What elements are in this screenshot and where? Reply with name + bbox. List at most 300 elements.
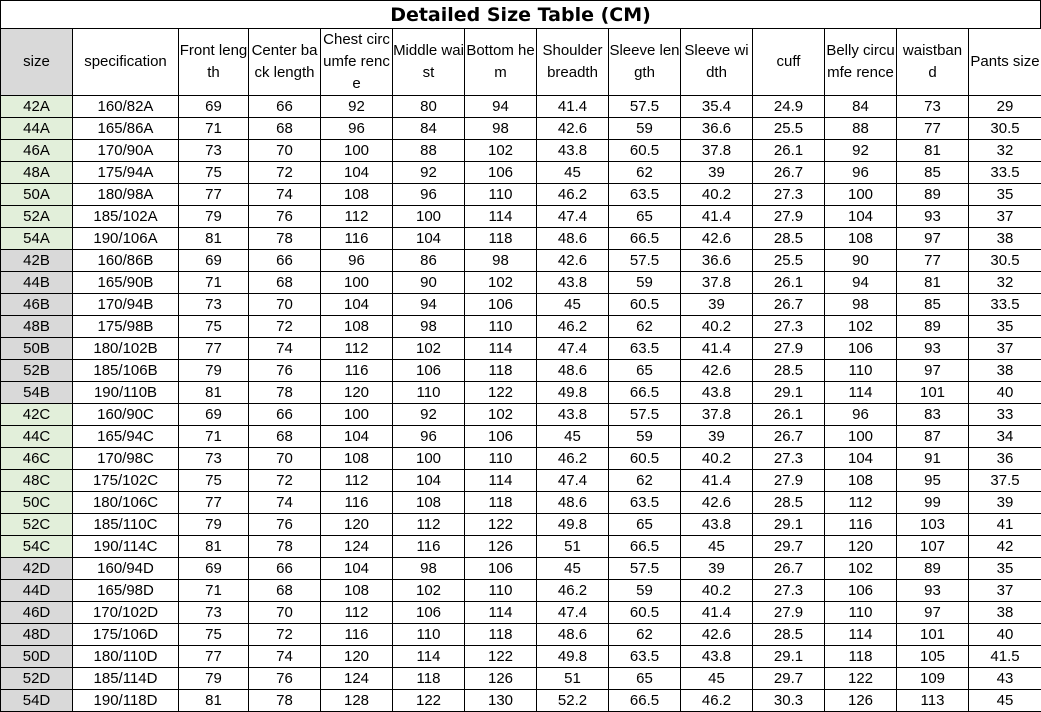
table-cell: 94 — [393, 294, 465, 316]
table-cell: 29 — [969, 96, 1041, 118]
table-cell: 43.8 — [537, 404, 609, 426]
table-cell: 68 — [249, 272, 321, 294]
table-cell: 46.2 — [537, 184, 609, 206]
table-cell: 170/102D — [73, 602, 179, 624]
table-cell: 118 — [825, 646, 897, 668]
table-cell: 33.5 — [969, 162, 1041, 184]
table-cell: 120 — [321, 646, 393, 668]
table-row — [1, 624, 1041, 646]
table-cell: 38 — [969, 360, 1041, 382]
table-cell: 46.2 — [681, 690, 753, 712]
table-cell: 49.8 — [537, 646, 609, 668]
table-cell: 106 — [825, 580, 897, 602]
table-cell: 94 — [465, 96, 537, 118]
table-cell: 76 — [249, 668, 321, 690]
table-cell: 106 — [465, 162, 537, 184]
table-cell: 36 — [969, 448, 1041, 470]
table-cell: 28.5 — [753, 360, 825, 382]
table-cell: 97 — [897, 360, 969, 382]
table-cell: 96 — [393, 426, 465, 448]
table-cell: 114 — [825, 382, 897, 404]
size-cell: 46B — [1, 294, 73, 316]
table-cell: 96 — [321, 118, 393, 140]
table-cell: 87 — [897, 426, 969, 448]
table-cell: 49.8 — [537, 382, 609, 404]
table-cell: 96 — [321, 250, 393, 272]
column-header: Front length — [179, 29, 249, 96]
table-cell: 35 — [969, 558, 1041, 580]
column-header: Bottom hem — [465, 29, 537, 96]
table-cell: 26.7 — [753, 294, 825, 316]
table-cell: 26.7 — [753, 558, 825, 580]
table-cell: 79 — [179, 668, 249, 690]
table-cell: 62 — [609, 316, 681, 338]
table-row — [1, 448, 1041, 470]
table-body — [1, 96, 1041, 712]
table-cell: 185/106B — [73, 360, 179, 382]
table-cell: 75 — [179, 624, 249, 646]
table-cell: 73 — [179, 602, 249, 624]
table-cell: 101 — [897, 382, 969, 404]
table-cell: 106 — [393, 360, 465, 382]
table-cell: 81 — [179, 536, 249, 558]
table-cell: 89 — [897, 316, 969, 338]
table-row — [1, 382, 1041, 404]
size-cell: 42C — [1, 404, 73, 426]
table-cell: 108 — [321, 184, 393, 206]
table-cell: 175/102C — [73, 470, 179, 492]
table-cell: 46.2 — [537, 316, 609, 338]
table-cell: 124 — [321, 668, 393, 690]
table-cell: 120 — [321, 514, 393, 536]
table-cell: 93 — [897, 580, 969, 602]
table-cell: 26.1 — [753, 140, 825, 162]
table-cell: 104 — [321, 162, 393, 184]
table-cell: 93 — [897, 338, 969, 360]
table-cell: 41.4 — [681, 206, 753, 228]
size-cell: 50D — [1, 646, 73, 668]
table-cell: 66 — [249, 404, 321, 426]
table-cell: 30.5 — [969, 118, 1041, 140]
table-cell: 104 — [825, 206, 897, 228]
table-cell: 41.4 — [681, 602, 753, 624]
table-cell: 89 — [897, 184, 969, 206]
table-cell: 60.5 — [609, 294, 681, 316]
table-cell: 81 — [897, 140, 969, 162]
table-cell: 108 — [825, 470, 897, 492]
table-cell: 114 — [825, 624, 897, 646]
table-row — [1, 492, 1041, 514]
table-cell: 57.5 — [609, 404, 681, 426]
table-cell: 100 — [321, 404, 393, 426]
table-cell: 27.3 — [753, 316, 825, 338]
table-cell: 78 — [249, 690, 321, 712]
table-cell: 39 — [681, 294, 753, 316]
table-cell: 112 — [321, 470, 393, 492]
table-cell: 42.6 — [537, 250, 609, 272]
table-cell: 98 — [465, 118, 537, 140]
table-cell: 116 — [393, 536, 465, 558]
table-cell: 77 — [179, 184, 249, 206]
table-cell: 71 — [179, 272, 249, 294]
table-cell: 122 — [465, 382, 537, 404]
size-table — [0, 28, 1041, 712]
table-cell: 45 — [537, 162, 609, 184]
table-cell: 97 — [897, 602, 969, 624]
table-cell: 98 — [465, 250, 537, 272]
table-cell: 98 — [393, 558, 465, 580]
table-cell: 27.9 — [753, 206, 825, 228]
size-cell: 54C — [1, 536, 73, 558]
table-cell: 36.6 — [681, 118, 753, 140]
table-cell: 42.6 — [537, 118, 609, 140]
table-cell: 86 — [393, 250, 465, 272]
table-cell: 165/86A — [73, 118, 179, 140]
size-cell: 42B — [1, 250, 73, 272]
table-cell: 36.6 — [681, 250, 753, 272]
table-cell: 93 — [897, 206, 969, 228]
table-cell: 116 — [321, 228, 393, 250]
table-cell: 38 — [969, 602, 1041, 624]
table-row — [1, 294, 1041, 316]
table-cell: 128 — [321, 690, 393, 712]
size-cell: 42D — [1, 558, 73, 580]
table-row — [1, 140, 1041, 162]
table-cell: 72 — [249, 316, 321, 338]
table-cell: 120 — [321, 382, 393, 404]
table-cell: 110 — [825, 360, 897, 382]
table-cell: 29.1 — [753, 514, 825, 536]
table-cell: 29.1 — [753, 646, 825, 668]
size-cell: 50A — [1, 184, 73, 206]
table-cell: 65 — [609, 206, 681, 228]
table-cell: 95 — [897, 470, 969, 492]
table-cell: 37 — [969, 206, 1041, 228]
table-cell: 79 — [179, 514, 249, 536]
table-row — [1, 602, 1041, 624]
table-cell: 109 — [897, 668, 969, 690]
table-cell: 113 — [897, 690, 969, 712]
table-cell: 73 — [179, 294, 249, 316]
table-cell: 41.4 — [681, 470, 753, 492]
table-row — [1, 514, 1041, 536]
table-cell: 42.6 — [681, 624, 753, 646]
table-cell: 106 — [825, 338, 897, 360]
table-cell: 100 — [321, 272, 393, 294]
table-cell: 52.2 — [537, 690, 609, 712]
table-cell: 165/98D — [73, 580, 179, 602]
column-header: Belly circumfe rence — [825, 29, 897, 96]
table-cell: 75 — [179, 470, 249, 492]
table-cell: 69 — [179, 404, 249, 426]
table-cell: 37.8 — [681, 404, 753, 426]
table-cell: 170/94B — [73, 294, 179, 316]
table-cell: 90 — [393, 272, 465, 294]
table-cell: 68 — [249, 118, 321, 140]
table-cell: 69 — [179, 250, 249, 272]
size-cell: 52A — [1, 206, 73, 228]
table-cell: 47.4 — [537, 338, 609, 360]
table-cell: 114 — [465, 206, 537, 228]
table-cell: 108 — [321, 448, 393, 470]
table-cell: 45 — [537, 558, 609, 580]
table-cell: 43 — [969, 668, 1041, 690]
table-cell: 76 — [249, 514, 321, 536]
table-cell: 89 — [897, 558, 969, 580]
table-cell: 101 — [897, 624, 969, 646]
table-cell: 114 — [465, 470, 537, 492]
table-cell: 43.8 — [681, 382, 753, 404]
table-cell: 35 — [969, 316, 1041, 338]
table-cell: 180/106C — [73, 492, 179, 514]
table-cell: 74 — [249, 338, 321, 360]
column-header: Sleeve width — [681, 29, 753, 96]
table-header — [1, 29, 1041, 96]
table-cell: 104 — [393, 470, 465, 492]
size-cell: 54D — [1, 690, 73, 712]
table-cell: 32 — [969, 140, 1041, 162]
table-cell: 27.3 — [753, 448, 825, 470]
table-cell: 85 — [897, 162, 969, 184]
table-cell: 65 — [609, 668, 681, 690]
table-row — [1, 250, 1041, 272]
table-cell: 30.3 — [753, 690, 825, 712]
table-cell: 66.5 — [609, 536, 681, 558]
table-cell: 78 — [249, 228, 321, 250]
table-cell: 104 — [393, 228, 465, 250]
table-cell: 70 — [249, 294, 321, 316]
table-cell: 28.5 — [753, 624, 825, 646]
table-cell: 90 — [825, 250, 897, 272]
table-cell: 116 — [321, 360, 393, 382]
column-header: Center back length — [249, 29, 321, 96]
table-cell: 75 — [179, 162, 249, 184]
table-cell: 66 — [249, 250, 321, 272]
table-cell: 47.4 — [537, 206, 609, 228]
table-cell: 57.5 — [609, 250, 681, 272]
table-cell: 37.5 — [969, 470, 1041, 492]
table-cell: 76 — [249, 360, 321, 382]
table-cell: 35 — [969, 184, 1041, 206]
table-row — [1, 228, 1041, 250]
table-cell: 66.5 — [609, 228, 681, 250]
size-cell: 46C — [1, 448, 73, 470]
table-cell: 83 — [897, 404, 969, 426]
table-cell: 84 — [393, 118, 465, 140]
table-row — [1, 580, 1041, 602]
table-cell: 106 — [465, 426, 537, 448]
table-cell: 63.5 — [609, 338, 681, 360]
size-cell: 52C — [1, 514, 73, 536]
table-row — [1, 118, 1041, 140]
table-cell: 107 — [897, 536, 969, 558]
table-cell: 26.7 — [753, 426, 825, 448]
table-cell: 65 — [609, 514, 681, 536]
table-cell: 114 — [465, 338, 537, 360]
table-cell: 32 — [969, 272, 1041, 294]
table-cell: 43.8 — [537, 140, 609, 162]
table-cell: 81 — [179, 690, 249, 712]
table-cell: 105 — [897, 646, 969, 668]
table-cell: 70 — [249, 140, 321, 162]
table-cell: 108 — [393, 492, 465, 514]
table-cell: 98 — [825, 294, 897, 316]
size-cell: 46A — [1, 140, 73, 162]
table-cell: 100 — [825, 184, 897, 206]
size-cell: 42A — [1, 96, 73, 118]
table-cell: 60.5 — [609, 140, 681, 162]
table-cell: 126 — [465, 668, 537, 690]
table-cell: 110 — [825, 602, 897, 624]
table-cell: 79 — [179, 360, 249, 382]
table-cell: 185/110C — [73, 514, 179, 536]
table-cell: 85 — [897, 294, 969, 316]
table-cell: 118 — [465, 228, 537, 250]
table-cell: 92 — [393, 404, 465, 426]
table-cell: 190/114C — [73, 536, 179, 558]
size-cell: 54B — [1, 382, 73, 404]
table-cell: 25.5 — [753, 250, 825, 272]
header-row — [1, 29, 1041, 96]
table-cell: 45 — [537, 426, 609, 448]
table-row — [1, 96, 1041, 118]
table-cell: 25.5 — [753, 118, 825, 140]
table-cell: 98 — [393, 316, 465, 338]
table-cell: 33.5 — [969, 294, 1041, 316]
table-cell: 60.5 — [609, 602, 681, 624]
table-cell: 72 — [249, 162, 321, 184]
table-cell: 190/118D — [73, 690, 179, 712]
table-row — [1, 338, 1041, 360]
table-cell: 88 — [825, 118, 897, 140]
table-cell: 165/94C — [73, 426, 179, 448]
table-cell: 42 — [969, 536, 1041, 558]
table-cell: 110 — [465, 316, 537, 338]
table-cell: 74 — [249, 646, 321, 668]
table-cell: 29.1 — [753, 382, 825, 404]
table-cell: 70 — [249, 448, 321, 470]
table-cell: 112 — [321, 338, 393, 360]
table-cell: 190/106A — [73, 228, 179, 250]
size-cell: 48A — [1, 162, 73, 184]
column-header: Shoulder breadth — [537, 29, 609, 96]
table-cell: 88 — [393, 140, 465, 162]
table-cell: 57.5 — [609, 558, 681, 580]
table-row — [1, 206, 1041, 228]
size-cell: 52D — [1, 668, 73, 690]
table-cell: 24.9 — [753, 96, 825, 118]
table-cell: 81 — [179, 228, 249, 250]
table-cell: 102 — [465, 404, 537, 426]
table-cell: 99 — [897, 492, 969, 514]
table-cell: 43.8 — [537, 272, 609, 294]
table-cell: 45 — [681, 668, 753, 690]
table-cell: 120 — [825, 536, 897, 558]
table-cell: 42.6 — [681, 360, 753, 382]
table-cell: 66.5 — [609, 382, 681, 404]
table-cell: 118 — [465, 360, 537, 382]
table-row — [1, 184, 1041, 206]
table-cell: 114 — [393, 646, 465, 668]
column-header: waistban d — [897, 29, 969, 96]
table-cell: 102 — [465, 140, 537, 162]
size-cell: 44C — [1, 426, 73, 448]
table-cell: 46.2 — [537, 580, 609, 602]
table-cell: 71 — [179, 118, 249, 140]
table-cell: 104 — [321, 426, 393, 448]
table-cell: 29.7 — [753, 668, 825, 690]
table-cell: 110 — [393, 382, 465, 404]
table-cell: 106 — [465, 294, 537, 316]
table-cell: 94 — [825, 272, 897, 294]
table-cell: 102 — [393, 580, 465, 602]
table-cell: 118 — [393, 668, 465, 690]
table-cell: 84 — [825, 96, 897, 118]
table-cell: 122 — [393, 690, 465, 712]
table-cell: 27.3 — [753, 184, 825, 206]
table-cell: 59 — [609, 580, 681, 602]
table-cell: 79 — [179, 206, 249, 228]
table-cell: 66 — [249, 558, 321, 580]
table-title: Detailed Size Table (CM) — [0, 0, 1041, 28]
table-cell: 37.8 — [681, 140, 753, 162]
table-cell: 92 — [321, 96, 393, 118]
table-cell: 160/94D — [73, 558, 179, 580]
table-cell: 40 — [969, 624, 1041, 646]
table-cell: 112 — [321, 206, 393, 228]
table-cell: 110 — [465, 184, 537, 206]
table-cell: 41 — [969, 514, 1041, 536]
table-cell: 74 — [249, 492, 321, 514]
table-row — [1, 690, 1041, 712]
table-cell: 100 — [393, 448, 465, 470]
table-cell: 47.4 — [537, 602, 609, 624]
table-cell: 118 — [465, 492, 537, 514]
table-cell: 100 — [321, 140, 393, 162]
table-cell: 62 — [609, 162, 681, 184]
table-cell: 78 — [249, 382, 321, 404]
table-cell: 126 — [465, 536, 537, 558]
table-cell: 62 — [609, 470, 681, 492]
table-cell: 77 — [179, 646, 249, 668]
table-cell: 106 — [465, 558, 537, 580]
size-cell: 44B — [1, 272, 73, 294]
table-cell: 112 — [393, 514, 465, 536]
table-cell: 180/98A — [73, 184, 179, 206]
table-cell: 43.8 — [681, 514, 753, 536]
table-cell: 28.5 — [753, 492, 825, 514]
table-row — [1, 558, 1041, 580]
table-cell: 45 — [681, 536, 753, 558]
size-cell: 44D — [1, 580, 73, 602]
table-cell: 27.3 — [753, 580, 825, 602]
table-cell: 77 — [179, 338, 249, 360]
table-row — [1, 470, 1041, 492]
table-cell: 160/82A — [73, 96, 179, 118]
table-cell: 92 — [393, 162, 465, 184]
table-cell: 45 — [537, 294, 609, 316]
table-cell: 81 — [897, 272, 969, 294]
table-cell: 46.2 — [537, 448, 609, 470]
size-cell: 54A — [1, 228, 73, 250]
table-cell: 45 — [969, 690, 1041, 712]
table-cell: 74 — [249, 184, 321, 206]
size-cell: 50B — [1, 338, 73, 360]
table-cell: 124 — [321, 536, 393, 558]
size-cell: 50C — [1, 492, 73, 514]
table-cell: 100 — [825, 426, 897, 448]
table-cell: 60.5 — [609, 448, 681, 470]
